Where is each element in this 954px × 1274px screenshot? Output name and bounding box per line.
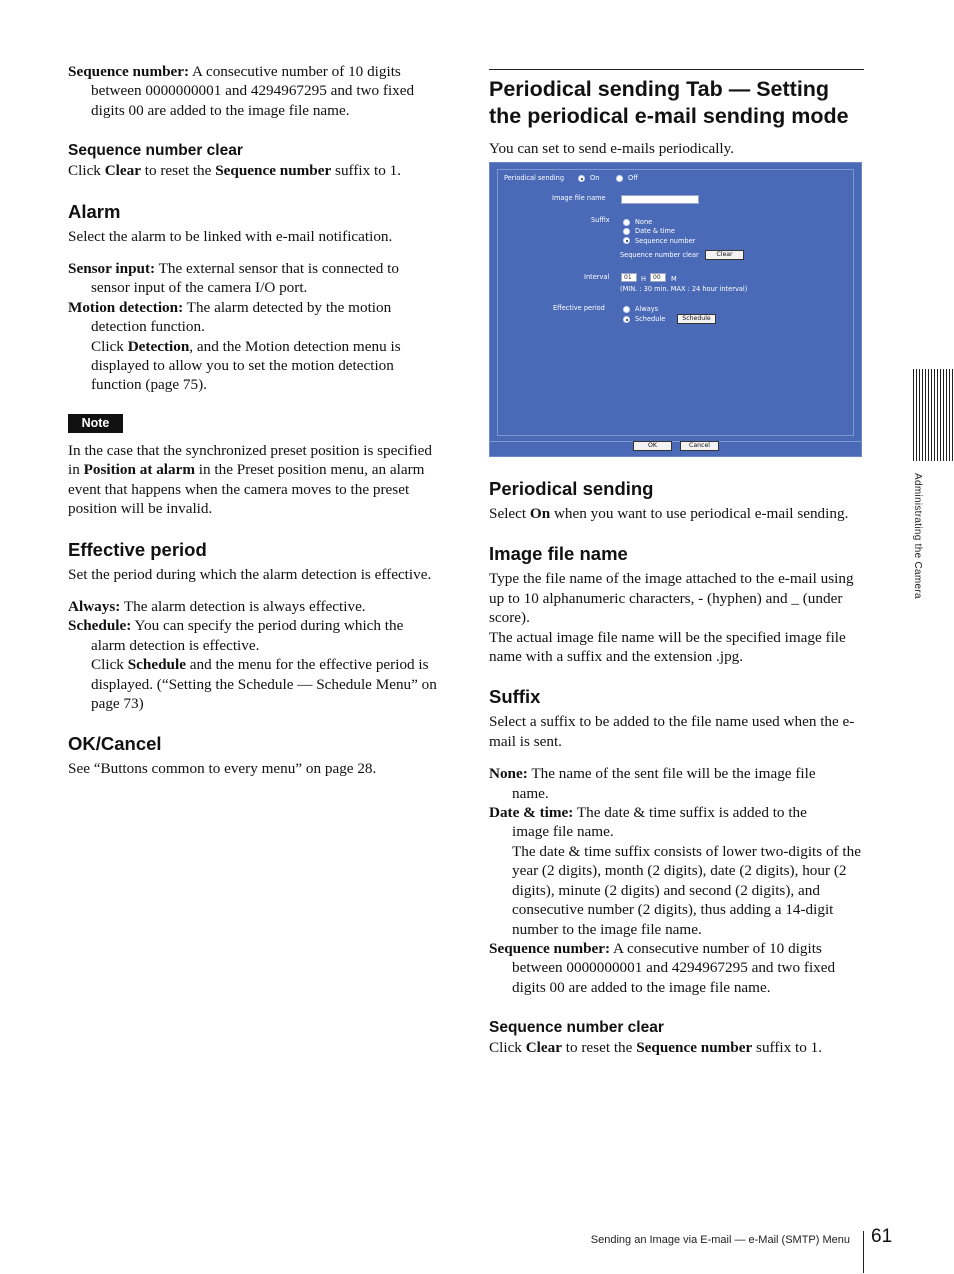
settings-panel [497, 169, 854, 436]
interval-hours-input[interactable]: 01 [621, 273, 637, 282]
ok-cancel-heading: OK/Cancel [68, 733, 162, 755]
ok-cancel-description: See “Buttons common to every menu” on page 28. [68, 760, 377, 778]
cancel-button[interactable]: Cancel [680, 441, 719, 451]
sequence-number-clear-text-right: Click Clear to reset the Sequence number suffix to 1. [489, 1039, 822, 1057]
intro-text: You can set to send e-mails periodically. [489, 140, 735, 157]
m-label: M [671, 275, 677, 283]
date-time-definition: Date & time: The date & time suffix is added to the image file name. The date & time suffix consists of lower two-digits of the year (2 digits), month (2 digits), date (2 digits), hour (2 digits), minute (2 digits) and second (2 digits), and consecutive number (2 digits), thus adding a 14-digit number to the image file name. [489, 804, 861, 938]
settings-screenshot [489, 162, 862, 457]
radio-always[interactable] [623, 306, 630, 313]
note-box [68, 414, 444, 433]
note-text: In the case that the synchronized preset position is specified in Position at alarm in the Preset position menu, an alarm event that happens when the camera moves to the preset position will be invalid. [68, 441, 432, 518]
periodical-sending-heading: Periodical sending [489, 478, 654, 499]
periodical-sending-label: Periodical sending [504, 174, 565, 182]
footer-rule [863, 1231, 864, 1273]
page-title: Periodical sending Tab — Setting the periodical e-mail sending mode [489, 69, 864, 130]
suffix-heading: Suffix [489, 686, 541, 708]
image-file-name-description: Type the file name of the image attached to the e-mail using up to 10 alphanumeric characters, - (hyphen) and _ (under score). [489, 570, 854, 627]
sequence-number-definition-right: Sequence number: A consecutive number of 10 digits between 0000000001 and 4294967295 and two fixed digits 00 are added to the image file name. [489, 939, 836, 996]
interval-label: Interval [584, 273, 610, 281]
sequence-number-clear-text: Click Clear to reset the Sequence number suffix to 1. [68, 162, 401, 180]
none-definition: None: The name of the sent file will be the image file name. [489, 765, 816, 802]
sequence-number-clear-heading-right: Sequence number clear [489, 1019, 664, 1037]
sequence-number-definition: Sequence number: A consecutive number of 10 digits between 0000000001 and 4294967295 and two fixed digits 00 are added to the image file name. [68, 63, 415, 119]
left-column [68, 62, 444, 779]
image-file-name-note: The actual image file name will be the specified image file name with a suffix and the extension .jpg. [489, 628, 846, 666]
right-column-bottom [489, 478, 865, 1058]
radio-off[interactable] [616, 175, 623, 182]
image-file-name-input[interactable] [621, 195, 699, 204]
alarm-description: Select the alarm to be linked with e-mail notification. [68, 227, 393, 245]
always-label: Always [635, 305, 659, 313]
interval-minutes-input[interactable]: 00 [650, 273, 666, 282]
interval-hint: (MIN. : 30 min. MAX : 24 hour interval) [620, 285, 748, 293]
alarm-heading: Alarm [68, 200, 121, 222]
periodical-sending-description: Select On when you want to use periodical e-mail sending. [489, 505, 849, 522]
suffix-description: Select a suffix to be added to the file name used when the e-mail is sent. [489, 713, 855, 750]
schedule-definition: Schedule: You can specify the period during which the alarm detection is effective. Click Schedule and the menu for the effective period is displayed. (“Setting the Schedule — Schedule Menu” on page 73) [68, 617, 437, 712]
effective-period-description: Set the period during which the alarm detection is effective. [68, 565, 432, 583]
on-label: On [590, 174, 600, 182]
effective-period-heading: Effective period [68, 538, 207, 560]
image-file-name-label: Image file name [552, 194, 606, 202]
schedule-label: Schedule [635, 315, 666, 323]
chapter-tab [913, 369, 954, 461]
note-label: Note [68, 414, 123, 433]
ok-button[interactable]: OK [633, 441, 672, 451]
motion-detection-definition: Motion detection: The alarm detected by the motion detection function. Click Detection, and the Motion detection menu is displayed to allow you to set the motion detection function (page 75). [68, 298, 401, 394]
right-column-top [489, 69, 865, 158]
radio-date-time[interactable] [623, 228, 630, 235]
sequence-number-label: Sequence number [635, 237, 696, 245]
radio-schedule[interactable] [623, 316, 630, 323]
sensor-input-definition: Sensor input: The external sensor that is connected to sensor input of the camera I/O port. [68, 260, 399, 297]
footer-text: Sending an Image via E-mail — e-Mail (SMTP) Menu [590, 1234, 850, 1246]
date-time-label: Date & time [635, 227, 675, 235]
radio-none[interactable] [623, 219, 630, 226]
off-label: Off [628, 174, 638, 182]
sequence-number-clear-heading: Sequence number clear [68, 142, 243, 160]
page-number: 61 [871, 1226, 893, 1247]
none-label: None [635, 218, 653, 226]
image-file-name-heading: Image file name [489, 543, 628, 565]
radio-sequence-number[interactable] [623, 237, 630, 244]
chapter-tab-label: Administrating the Camera [912, 473, 923, 599]
clear-button[interactable]: Clear [705, 250, 744, 260]
effective-period-label: Effective period [553, 304, 605, 312]
screenshot-separator [490, 441, 861, 442]
suffix-label: Suffix [591, 216, 610, 224]
h-label: H [641, 275, 646, 283]
always-definition: Always: The alarm detection is always effective. [68, 597, 366, 615]
radio-on[interactable] [578, 175, 585, 182]
schedule-button[interactable]: Schedule [677, 314, 716, 324]
sequence-number-clear-label: Sequence number clear [620, 251, 699, 259]
